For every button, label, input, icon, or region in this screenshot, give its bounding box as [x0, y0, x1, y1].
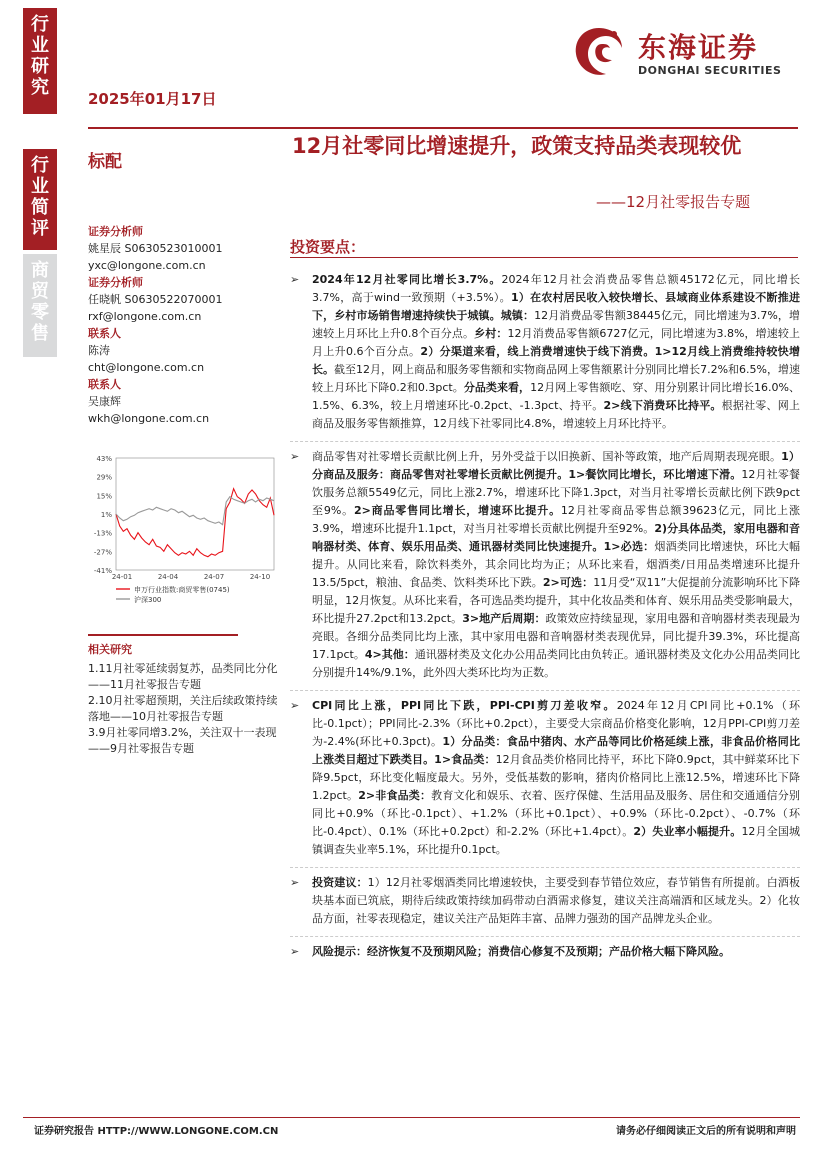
bullet-text: 风险提示：经济恢复不及预期风险；消费信心修复不及预期；产品价格大幅下降风险。: [312, 945, 730, 958]
related-item[interactable]: 3.9月社零同增3.2%，关注双十一表现——9月社零报告专题: [88, 726, 277, 755]
analyst-name: 任晓帆 S0630522070001: [88, 293, 223, 306]
analyst-panel: [88, 223, 274, 427]
analysts-heading: 证券分析师: [88, 225, 143, 238]
tab-char: 业: [31, 35, 49, 56]
dragon-logo-icon: [566, 22, 632, 84]
tab-char: 业: [31, 176, 49, 197]
bullet-text: 商品零售对社零增长贡献比例上升，另外受益于以旧换新、国补等政策，地产后周期表现亮眼。1）分商品及服务：商品零售对社零增长贡献比例提升。1>餐饮同比增长，环比增速下滑。12月社零餐饮服务总额5549亿元，同比上涨2.7%，增速环比下降1.3pct，对当月社零增长贡献比例下跌9pct至9%。2>商品零售同比增长，增速环比提升。12月社零商品零售总额39623亿元，同比上涨3.9%，增速环比提升1.1pct，对当月社零增长贡献比例提升至92%。2)分具体品类，家用电器和音响器材类、体育、娱乐用品类、通讯器材类同比快速提升。1>必选：烟酒类同比增速快，环比大幅提升。从同比来看，除饮料类外，其余同比均为正；从环比来看，烟酒类/日用品类增速环比提升13.5/5pct，粮油、食品类、饮料类环比下跌。2>可选：11月受“双11”大促提前分流影响环比下降明显，12月恢复。从环比来看，各可选品类均提升，其中化妆品类和体育、娱乐用品类受影响最大，环比提升27.2pct和13.2pct。3>地产后周期：政策效应持续显现，家用电器和音响器材类表现最为亮眼。各细分品类同比均上涨，其中家用电器和音响器材类表现优异，同比提升39.3%，环比提高17.1pct。4>其他：通讯器材类及文化办公用品类同比由负转正。通讯器材类及文化办公用品类同比分别提升14%/9.1%，此外四大类环比均为正数。: [312, 450, 801, 679]
section-tab-industry-brief: [23, 149, 57, 250]
legend-label: 沪深300: [134, 596, 162, 604]
x-tick-label: 24-04: [157, 573, 179, 581]
company-logo: [566, 22, 798, 84]
related-research: [88, 634, 278, 757]
y-tick-label: -27%: [93, 548, 112, 557]
footer-left: 证券研究报告 HTTP://WWW.LONGONE.COM.CN: [34, 1126, 279, 1137]
bullet-investment-advice: [290, 867, 800, 928]
tab-char: 简: [31, 197, 49, 218]
footer-rule: [23, 1117, 800, 1118]
report-title: 12月社零同比增速提升，政策支持品类表现较优: [292, 134, 742, 158]
bullet-text: 2024年12月社零同比增长3.7%。2024年12月社会消费品零售总额45172亿元，同比增长3.7%，高于wind一致预期（+3.5%）。1）在农村居民收入较快增长、县域商业体系建设不断推进下，乡村市场销售增速持续快于城镇。城镇：12月消费品零售额38445亿元，同比增速为3.7%，增速较上月环比上升0.8个百分点。乡村：12月消费品零售额6727亿元，同比增速为3.8%，增速较上月上升0.6个百分点。2）分渠道来看，线上消费增速快于线下消费。1>12月线上消费维持较快增长。截至12月，网上商品和服务零售额和实物商品网上零售额累计分别同比增长7.2%和6.5%，增速较上月环比下降0.2和0.3pct。分品类来看，12月网上零售额吃、穿、用分别累计同比增长16.0%、1.5%、6.3%，较上月增速环比-0.2pct、-1.3pct、持平。2>线下消费环比持平。根据社零、网上商品及服务零售额推算，12月线下社零同比4.8%，增速较上月环比持平。: [312, 273, 801, 430]
y-tick-label: 43%: [96, 455, 112, 463]
x-tick-label: 24-07: [203, 573, 225, 581]
analyst-name: 姚星辰 S0630523010001: [88, 242, 223, 255]
tab-char: 零: [31, 302, 49, 323]
analyst-email: rxf@longone.com.cn: [88, 310, 202, 323]
y-tick-label: -13%: [93, 529, 112, 538]
related-item[interactable]: 2.10月社零超预期，关注后续政策持续落地——10月社零报告专题: [88, 694, 278, 723]
x-tick-label: 24-01: [111, 573, 133, 581]
contact-heading: 联系人: [88, 327, 121, 340]
bullet-text: CPI同比上涨，PPI同比下跌，PPI-CPI剪刀差收窄。2024年12月CPI同比+0.1%（环比-0.1pct）；PPI同比-2.3%（环比+0.2pct），主要受大宗商品价格变化影响，12月PPI-CPI剪刀差为-2.4%(环比+0.3pct)。1）分品类：食品中猪肉、水产品等同比价格延续上涨，非食品价格同比上涨类目超过下跌类目。1>食品类：12月食品类价格同比持平，环比下降0.9pct，其中鲜菜环比下降9.5pct，环比变化幅度最大。另外，受低基数的影响，猪肉价格同比上涨12.5%，增速环比下降1.2pct。2>非食品类：教育文化和娱乐、衣着、医疗保健、生活用品及服务、居住和交通通信分别同比+0.9%（环比-0.1pct）、+1.2%（环比+0.1pct）、+0.9%（环比-0.2pct）、-0.7%（环比-0.4pct）、0.1%（环比+0.2pct）和-2.2%（环比+1.4pct）。2）失业率小幅提升。12月全国城镇调查失业率5.1%，环比提升0.1pct。: [312, 699, 801, 856]
contact-name: 陈涛: [88, 344, 110, 357]
related-item[interactable]: 1.11月社零延续弱复苏，品类同比分化——11月社零报告专题: [88, 662, 278, 691]
tab-char: 究: [31, 77, 49, 98]
series-line-csi300: [116, 497, 274, 525]
contact-email: wkh@longone.com.cn: [88, 412, 210, 425]
chart-svg: [88, 452, 278, 622]
bullet-text: 投资建议：1）12月社零烟酒类同比增速较快，主要受到春节错位效应，春节销售有所提前。白酒板块基本面已筑底，期待后续政策持续加码带动白酒需求修复，建议关注高端酒和区域龙头。2）化妆品方面，社零表现稳定，建议关注产品矩阵丰富、品牌力强劲的国产品牌龙头企业。: [312, 876, 801, 925]
tab-char: 贸: [31, 281, 49, 302]
plot-frame: [116, 458, 274, 570]
bullet-risk: [290, 936, 800, 961]
series-line-sector-index: [116, 489, 274, 557]
bullet-retail-growth: [290, 265, 800, 433]
tab-char: 研: [31, 56, 49, 77]
bullet-categories: [290, 441, 800, 682]
tab-char: 售: [31, 323, 49, 344]
logo-cn: 东海证券: [638, 31, 759, 64]
footer-right: 请务必仔细阅读正文后的所有说明和声明: [616, 1126, 796, 1137]
legend-label: 申万行业指数:商贸零售(0745): [134, 586, 230, 594]
report-subtitle: ——12月社零报告专题: [596, 193, 751, 211]
key-points: [290, 236, 800, 961]
index-performance-chart: [88, 452, 278, 622]
section-tab-retail: [23, 254, 57, 357]
related-heading: 相关研究: [88, 634, 238, 657]
industry-rating: 标配: [88, 152, 122, 172]
y-tick-label: 1%: [100, 511, 112, 519]
arrow-bullet-icon: ➢: [290, 450, 300, 463]
y-tick-label: 15%: [96, 492, 112, 501]
arrow-bullet-icon: ➢: [290, 876, 300, 889]
y-tick-label: -41%: [93, 567, 112, 575]
key-points-rule: [290, 257, 798, 258]
section-tab-industry-research: [23, 8, 57, 114]
contact-name: 吴康辉: [88, 395, 121, 408]
tab-char: 行: [31, 14, 49, 35]
y-tick-label: 29%: [96, 473, 112, 482]
report-date: 2025年01月17日: [88, 90, 217, 108]
arrow-bullet-icon: ➢: [290, 945, 300, 958]
contact-email: cht@longone.com.cn: [88, 361, 205, 374]
analysts-heading: 证券分析师: [88, 276, 143, 289]
tab-char: 行: [31, 155, 49, 176]
tab-char: 评: [31, 218, 49, 239]
arrow-bullet-icon: ➢: [290, 699, 300, 712]
bullet-cpi-ppi: [290, 690, 800, 859]
contact-heading: 联系人: [88, 378, 121, 391]
arrow-bullet-icon: ➢: [290, 273, 300, 286]
header-rule: [88, 127, 798, 129]
key-points-heading: 投资要点：: [290, 238, 366, 256]
x-tick-label: 24-10: [249, 573, 271, 581]
logo-en: DONGHAI SECURITIES: [638, 64, 782, 77]
tab-char: 商: [31, 260, 49, 281]
analyst-email: yxc@longone.com.cn: [88, 259, 206, 272]
